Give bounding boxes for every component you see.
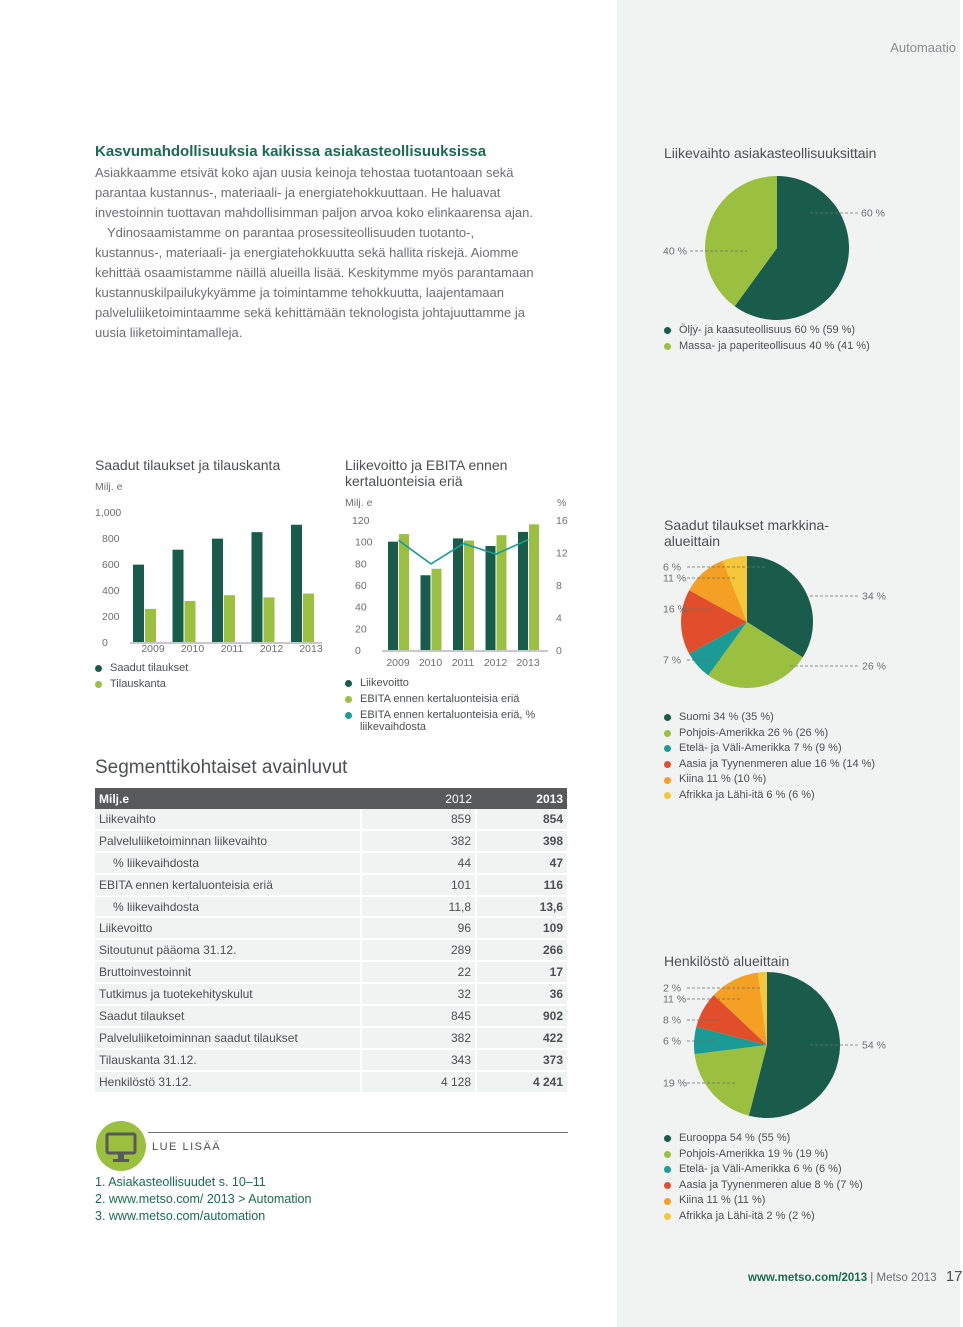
row-label: % liikevaihdosta [95, 852, 361, 874]
legend-item [664, 1131, 863, 1147]
legend-label: Kiina 11 % (11 %) [679, 1194, 766, 1207]
value-2012: 11,8 [361, 896, 476, 918]
value-2012: 845 [361, 1005, 476, 1027]
x-tick-label: 2009 [141, 643, 165, 655]
legend-dot [664, 761, 671, 768]
value-2013: 13,6 [476, 896, 567, 918]
legend-item [664, 788, 875, 804]
legend-item [345, 676, 575, 692]
legend-dot [664, 1166, 671, 1173]
y-tick-label: 600 [102, 559, 120, 571]
bar [173, 550, 184, 642]
value-2012: 343 [361, 1049, 476, 1071]
slice-pct-label: 11 % [663, 993, 687, 1006]
y-tick-label: 400 [102, 585, 120, 597]
table-row [95, 961, 567, 983]
bar [264, 597, 275, 642]
intro-line: Ydinosaamistamme on parantaa prosessiteollisuuden tuotanto-, [107, 225, 475, 240]
legend-dot [664, 1135, 671, 1142]
slice-pct-label: 19 % [663, 1077, 687, 1090]
personnel-legend [664, 1131, 863, 1225]
y-tick-label: 40 [355, 601, 367, 614]
row-label: Palveluliiketoiminnan saadut tilaukset [95, 1027, 361, 1049]
value-2012: 289 [361, 939, 476, 961]
x-tick-label: 2013 [516, 657, 540, 669]
table-row [95, 874, 567, 896]
legend-item [664, 726, 875, 742]
y2-tick-label: 8 [556, 580, 562, 592]
legend-label: Saadut tilaukset [110, 662, 189, 674]
legend-label: Eurooppa 54 % (55 %) [679, 1132, 791, 1144]
section-tab: Automaatio [890, 40, 956, 55]
footer-report: Metso 2013 [876, 1272, 937, 1284]
legend-item [664, 710, 875, 726]
legend-item [664, 339, 870, 355]
x-tick-label: 2010 [180, 643, 205, 655]
key-figures-table [95, 788, 567, 1094]
legend-item [95, 677, 188, 693]
market-orders-legend [664, 710, 875, 804]
legend-item [664, 1147, 863, 1163]
table-row [95, 896, 567, 918]
legend-dot [664, 1182, 671, 1189]
table-row [95, 1027, 567, 1049]
x-tick-label: 2009 [386, 657, 410, 669]
table-row [95, 830, 567, 852]
y2-tick-label: 4 [556, 612, 562, 625]
x-tick-label: 2011 [220, 643, 244, 655]
column-header: Milj.e [95, 788, 361, 809]
orders-bar-chart [90, 495, 330, 660]
bar [453, 538, 463, 650]
bar [464, 541, 474, 650]
legend-label: Aasia ja Tyynenmeren alue 16 % (14 %) [679, 757, 876, 770]
x-tick-label: 2012 [259, 643, 284, 655]
legend-dot [664, 1151, 671, 1158]
slice-pct-label: 7 % [663, 654, 682, 667]
bar [145, 609, 156, 642]
bar [486, 546, 496, 650]
footer-url[interactable]: www.metso.com/2013 [748, 1272, 868, 1284]
table-row [95, 809, 567, 830]
read-more-link[interactable]: 1. Asiakasteollisuudet s. 10–11 [95, 1175, 266, 1189]
market-orders-pie-chart [655, 550, 955, 690]
chart-title: Henkilöstö alueittain [664, 953, 790, 969]
table-row [95, 1005, 567, 1027]
bar [388, 542, 398, 650]
orders-legend [95, 661, 188, 692]
ebita-pct-line [399, 540, 529, 564]
legend-label: Pohjois-Amerikka 19 % (19 %) [679, 1147, 829, 1160]
row-label: % liikevaihdosta [95, 896, 361, 918]
legend-dot [345, 680, 352, 687]
footer-separator: | [870, 1272, 874, 1284]
y2-axis-unit: % [557, 497, 567, 509]
legend-label: Afrikka ja Lähi-itä 6 % (6 %) [679, 788, 815, 801]
read-more-divider [148, 1132, 568, 1133]
legend-label: Massa- ja paperiteollisuus 40 % (41 %) [679, 339, 870, 352]
legend-item [95, 661, 188, 677]
bar [529, 524, 539, 650]
value-2012: 96 [361, 917, 476, 939]
profit-legend [345, 676, 575, 733]
footer [748, 1268, 963, 1285]
read-more-label: LUE LISÄÄ [152, 1141, 222, 1153]
legend-item [664, 323, 870, 339]
slice-pct-label: 2 % [663, 982, 682, 995]
bar [224, 595, 235, 642]
table-row [95, 983, 567, 1005]
slice-pct-label: 54 % [862, 1039, 886, 1052]
legend-dot [664, 1213, 671, 1220]
value-2012: 101 [361, 874, 476, 896]
legend-item [664, 757, 875, 773]
legend-dot [664, 730, 671, 737]
row-label: Bruttoinvestoinnit [95, 961, 361, 983]
bar [252, 532, 263, 642]
row-label: Henkilöstö 31.12. [95, 1071, 361, 1093]
legend-item [664, 1162, 863, 1178]
x-tick-label: 2011 [451, 657, 475, 669]
profit-bar-chart [340, 510, 580, 670]
chart-title: Liikevaihto asiakasteollisuuksittain [664, 145, 877, 161]
legend-dot [345, 696, 352, 703]
chart-title [664, 517, 829, 549]
legend-dot [664, 327, 671, 334]
slice-pct-label: 40 % [663, 245, 687, 258]
legend-dot [664, 745, 671, 752]
read-more-link[interactable]: 2. www.metso.com/ 2013 > Automation [95, 1192, 312, 1206]
value-2013: 854 [476, 809, 567, 830]
legend-label: Pohjois-Amerikka 26 % (26 %) [679, 726, 829, 739]
bar [432, 569, 442, 650]
y-tick-label: 60 [355, 580, 367, 592]
bar [399, 534, 409, 650]
y2-tick-label: 0 [556, 645, 562, 657]
y-axis-unit: Milj. e [345, 497, 373, 509]
value-2012: 32 [361, 983, 476, 1005]
legend-dot [664, 343, 671, 350]
intro-line: Asiakkaamme etsivät koko ajan uusia keinoja tehostaa tuotantoaan sekä [95, 165, 514, 180]
y-tick-label: 800 [102, 533, 120, 545]
bar [303, 594, 314, 642]
value-2013: 4 241 [476, 1071, 567, 1093]
y-tick-label: 1,000 [95, 507, 122, 519]
value-2013: 36 [476, 983, 567, 1005]
legend-item [664, 1178, 863, 1194]
table-row [95, 939, 567, 961]
slice-pct-label: 60 % [861, 207, 885, 220]
slice-pct-label: 11 % [663, 572, 687, 585]
value-2013: 422 [476, 1027, 567, 1049]
intro-line: palveluliiketoimintaamme sekä kehittämään teknologista johtajuuttamme ja [95, 305, 525, 320]
y-tick-label: 80 [355, 558, 367, 571]
bar [291, 525, 302, 642]
y-tick-label: 100 [355, 536, 373, 549]
industry-legend [664, 323, 870, 354]
bar [185, 601, 196, 642]
legend-item [664, 1193, 863, 1209]
legend-dot [664, 777, 671, 784]
x-tick-label: 2012 [483, 657, 508, 669]
y-tick-label: 200 [102, 611, 120, 623]
x-tick-label: 2010 [418, 657, 443, 669]
bar [421, 575, 431, 650]
legend-dot [664, 792, 671, 799]
industry-pie-chart [655, 160, 955, 330]
table-row [95, 852, 567, 874]
slice-pct-label: 6 % [663, 1035, 682, 1048]
intro-line: kustannuskilpailukykyämme ja toimintamme tehokkuutta, laajentamaan [95, 285, 504, 300]
legend-item [664, 772, 875, 788]
row-label: Tilauskanta 31.12. [95, 1049, 361, 1071]
value-2013: 17 [476, 961, 567, 983]
value-2012: 859 [361, 809, 476, 830]
row-label: EBITA ennen kertaluonteisia eriä [95, 874, 361, 896]
value-2012: 4 128 [361, 1071, 476, 1093]
legend-dot [345, 712, 352, 719]
value-2012: 44 [361, 852, 476, 874]
table-header-row [95, 788, 567, 809]
value-2013: 902 [476, 1005, 567, 1027]
bar [133, 565, 144, 642]
chart-title-line: Saadut tilaukset markkina- [664, 517, 829, 533]
chart-title: Saadut tilaukset ja tilauskanta [95, 457, 281, 473]
table-row [95, 1071, 567, 1093]
value-2012: 382 [361, 1027, 476, 1049]
legend-label: EBITA ennen kertaluonteisia eriä, % liikevaihdosta [360, 709, 536, 734]
bar [212, 539, 223, 642]
slice-pct-label: 8 % [663, 1014, 682, 1027]
personnel-pie-chart [655, 968, 955, 1118]
y2-tick-label: 12 [556, 547, 568, 560]
y-axis-unit: Milj. e [95, 481, 123, 493]
legend-dot [95, 665, 102, 672]
chart-title-line: alueittain [664, 533, 721, 549]
x-tick-label: 2013 [299, 643, 323, 655]
legend-label: Kiina 11 % (10 %) [679, 773, 767, 786]
value-2012: 382 [361, 830, 476, 852]
value-2013: 373 [476, 1049, 567, 1071]
row-label: Palveluliiketoiminnan liikevaihto [95, 830, 361, 852]
y-tick-label: 0 [355, 645, 361, 657]
legend-label: EBITA ennen kertaluonteisia eriä [360, 692, 520, 705]
value-2013: 47 [476, 852, 567, 874]
bar [518, 532, 528, 650]
legend-label: Suomi 34 % (35 %) [679, 711, 774, 723]
chart-title-line: kertaluonteisia eriä [345, 473, 463, 489]
y2-tick-label: 16 [556, 515, 568, 527]
row-label: Saadut tilaukset [95, 1005, 361, 1027]
column-header: 2012 [361, 788, 476, 809]
slice-pct-label: 26 % [862, 660, 886, 673]
intro-title: Kasvumahdollisuuksia kaikissa asiakasteollisuuksissa [95, 143, 487, 160]
chart-title [345, 457, 507, 489]
value-2013: 266 [476, 939, 567, 961]
legend-item [664, 1209, 863, 1225]
column-header: 2013 [476, 788, 567, 809]
value-2013: 398 [476, 830, 567, 852]
legend-label: Tilauskanta [110, 677, 166, 690]
intro-body [95, 163, 610, 343]
monitor-icon [95, 1120, 147, 1172]
legend-item [345, 692, 575, 708]
legend-dot [95, 681, 102, 688]
chart-title-line: Liikevoitto ja EBITA ennen [345, 457, 508, 473]
value-2012: 22 [361, 961, 476, 983]
row-label: Liikevoitto [95, 917, 361, 939]
legend-dot [664, 1198, 671, 1205]
page-number: 17 [945, 1268, 963, 1285]
legend-label: Aasia ja Tyynenmeren alue 8 % (7 %) [679, 1178, 863, 1191]
row-label: Sitoutunut pääoma 31.12. [95, 939, 361, 961]
legend-label: Öljy- ja kaasuteollisuus 60 % (59 %) [679, 324, 856, 336]
legend-label: Etelä- ja Väli-Amerikka 6 % (6 %) [679, 1163, 842, 1176]
intro-line: uusia liiketoimintamalleja. [95, 325, 243, 340]
table-row [95, 1049, 567, 1071]
row-label: Liikevaihto [95, 809, 361, 830]
slice-pct-label: 6 % [663, 561, 682, 574]
y-tick-label: 120 [352, 515, 370, 527]
y-tick-label: 20 [355, 623, 367, 636]
value-2013: 116 [476, 874, 567, 896]
intro-line: kehittää osaamistamme näillä alueilla lisää. Keskitymme myös parantamaan [95, 265, 534, 280]
table-title: Segmenttikohtaiset avainluvut [95, 757, 348, 778]
table-row [95, 917, 567, 939]
legend-dot [664, 714, 671, 721]
read-more-list [95, 1174, 311, 1225]
legend-label: Afrikka ja Lähi-itä 2 % (2 %) [679, 1209, 815, 1222]
legend-item [345, 709, 575, 733]
read-more-link[interactable]: 3. www.metso.com/automation [95, 1209, 266, 1223]
intro-line: parantaa kustannus-, materiaali- ja energiatehokkuuttaan. He haluavat [95, 185, 501, 200]
slice-pct-label: 34 % [862, 590, 886, 603]
value-2013: 109 [476, 917, 567, 939]
slice-pct-label: 16 % [663, 603, 687, 616]
row-label: Tutkimus ja tuotekehityskulut [95, 983, 361, 1005]
intro-line: kustannus-, materiaali- ja energiatehokkuutta sekä hallita riskejä. Aiomme [95, 245, 519, 260]
legend-label: Etelä- ja Väli-Amerikka 7 % (9 %) [679, 742, 842, 755]
legend-label: Liikevoitto [360, 677, 409, 689]
legend-item [664, 741, 875, 757]
y-tick-label: 0 [102, 637, 108, 649]
intro-line: investoinnin tuottavan mahdollisimman paljon arvoa koko elinkaarensa ajan. [95, 205, 533, 220]
